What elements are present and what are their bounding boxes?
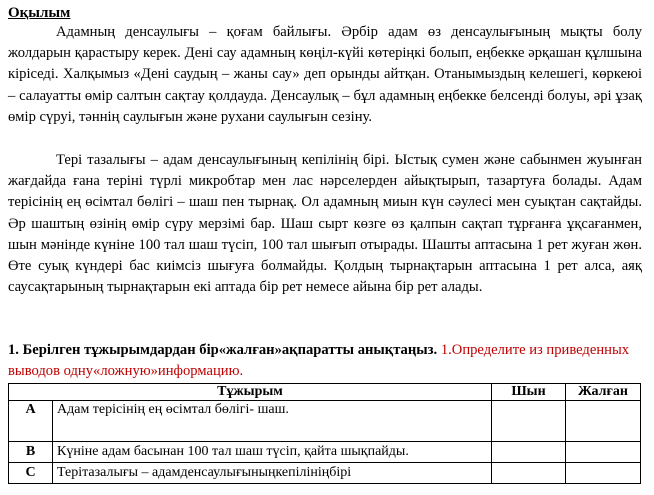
true-answer-cell[interactable] xyxy=(492,401,566,442)
row-letter: A xyxy=(9,401,53,442)
true-answer-cell[interactable] xyxy=(492,463,566,484)
header-statement: Тұжырым xyxy=(9,384,492,401)
section-heading: Оқылым xyxy=(8,5,71,21)
row-statement: Терітазалығы – адамденсаулығыныңкепілініңбірі xyxy=(53,463,492,484)
false-answer-cell[interactable] xyxy=(566,442,641,463)
table-row xyxy=(9,401,641,442)
header-false: Жалған xyxy=(566,384,641,401)
answer-table xyxy=(8,383,641,484)
row-letter: B xyxy=(9,442,53,463)
question-kazakh: 1. Берілген тұжырымдардан бір«жалған»ақпаратты анықтаңыз. xyxy=(8,342,438,358)
row-letter: C xyxy=(9,463,53,484)
row-statement: Адам терісінің ең өсімтал бөлігі- шаш. xyxy=(53,401,492,442)
header-true: Шын xyxy=(492,384,566,401)
question xyxy=(8,340,642,382)
true-answer-cell[interactable] xyxy=(492,442,566,463)
table-row xyxy=(9,442,641,463)
false-answer-cell[interactable] xyxy=(566,401,641,442)
question-russian: 1.Определите из приведенных выводов одну«ложную»информацию. xyxy=(8,342,630,379)
row-statement: Күніне адам басынан 100 тал шаш түсіп, қайта шықпайды. xyxy=(53,442,492,463)
table-row xyxy=(9,463,641,484)
table-header-row xyxy=(9,384,641,401)
false-answer-cell[interactable] xyxy=(566,463,641,484)
paragraph-1: Адамның денсаулығы – қоғам байлығы. Әрбір адам өз денсаулығының мықты болу жолдарын қарастыру керек. Дені сау адамның көңіл-күйі көтеріңкі болып, еңбекке әрқашан құлшына кіріседі. Халқымыз «Дені саудың – жаны сау» деп орынды айтқан. Отанымыздың келешегі, көркеюі – салауатты өмір салтын сақтау қолдауда. Денсаулық – бұл адамның еңбекке белсенді болуы, әрі ұзақ өмір сүруі, тәннің саулығын және рухани саулығын сезіну. xyxy=(8,24,642,125)
paragraph-2: Тері тазалығы – адам денсаулығының кепілінің бірі. Ыстық сумен және сабынмен жуынған жағдайда ғана теріні түрлі микробтар мен лас нәрселерден айықтырып, тазартуға болады. Адам терісінің ең өсімтал бөлігі – шаш пен тырнақ. Ол адамның миын күн сәулесі мен суықтан сақтайды. Әр шаштың өзінің өмір сүру мерзімі бар. Шаш сырт көзге өз қалпын сақтап тұрғанға ұқсағанмен, шын мәнінде күніне 100 тал шаш түсіп, 100 тал шығып отырады. Шашты аптасына 1 рет жуған жөн. Өте суық күндері бас киімсіз шығуға болмайды. Қолдың тырнақтарын аптасына 1 рет алса, аяқ саусақтарының тырнақтарын екі аптада бір рет немесе айына бір рет алады. xyxy=(8,152,642,296)
